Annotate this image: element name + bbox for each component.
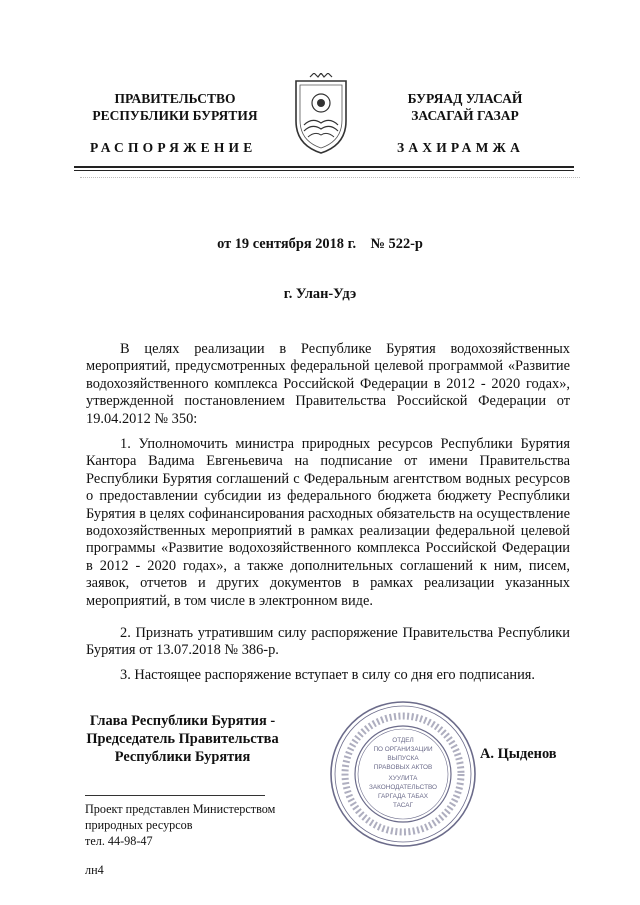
item-2-paragraph [86, 625, 570, 660]
coat-of-arms-emblem [290, 73, 352, 157]
intro-text: В целях реализации в Республике Бурятия водохозяйственных мероприятий, предусмотренных федеральной целевой программой «Развитие водохозяйственного комплекса Российской Федерации в 2012 - 2020 годах», утвержденной постановлением Правительства Российской Федерации от 19.04.2012 № 350: [86, 341, 570, 427]
stamp-line-1: ОТДЕЛ [392, 737, 414, 744]
doc-type-bua: ЗАХИРАМЖА [397, 140, 525, 155]
item-3-paragraph [86, 667, 570, 684]
item-1-text: 1. Уполномочить министра природных ресурсов Республики Бурятия Кантора Вадима Евгеньевича на подписание от имени Правительства Республики Бурятия соглашений с Федеральным агентством водных ресурсов о предоставлении субсидии из федерального бюджета бюджету Республики Бурятия в целях софинансирования расходных обязательств на осуществление водохозяйственных мероприятий в рамках реализации федеральной целевой программы «Развитие водохозяйственного комплекса Российской Федерации в 2012 - 2020 годах», а также дополнительных соглашений к ним, писем, заявок, отчетов и других документов в рамках реализации указанных мероприятий, в том числе в электронном виде. [86, 436, 570, 609]
header-rule-thin [74, 170, 574, 171]
stamp-line-7: ГАРГАДА ТАБАХ [378, 793, 428, 800]
org-name-bua-line1: БУРЯАД УЛАСАЙ [407, 91, 523, 106]
header-rule-thick [74, 166, 574, 168]
footer-line1: Проект представлен Министерством [85, 802, 276, 816]
header-right-block [360, 90, 570, 124]
footer-rule [85, 795, 265, 796]
org-name-bua-line2: ЗАСАГАЙ ГАЗАР [411, 108, 519, 123]
intro-paragraph [86, 341, 570, 428]
org-name-ru-line2: РЕСПУБЛИКИ БУРЯТИЯ [92, 108, 258, 123]
stamp-line-4: ПРАВОВЫХ АКТОВ [373, 764, 433, 771]
footer-code: лн4 [85, 863, 104, 877]
stamp-line-8: ТАСАГ [392, 802, 414, 809]
header-dotted-line [80, 177, 580, 180]
signatory-title [80, 712, 285, 766]
stamp-line-6: ЗАКОНОДАТЕЛЬСТВО [368, 784, 438, 791]
signatory-name: А. Цыденов [480, 746, 557, 762]
signatory-title-line2: Председатель Правительства [86, 731, 279, 747]
stamp-line-5: ХУУЛИТА [388, 775, 418, 782]
item-1-paragraph [86, 436, 570, 610]
signatory-title-line3: Республики Бурятия [114, 749, 251, 765]
item-3-text: 3. Настоящее распоряжение вступает в силу со дня его подписания. [120, 667, 535, 683]
item-2-text: 2. Признать утратившим силу распоряжение Правительства Республики Бурятия от 13.07.2018 № 386-р. [86, 625, 570, 659]
signatory-title-line1: Глава Республики Бурятия - [89, 713, 276, 729]
date-and-number: от 19 сентября 2018 г. № 522-р [217, 236, 423, 252]
stamp-line-2: ПО ОРГАНИЗАЦИИ [373, 746, 433, 753]
doc-type-ru: РАСПОРЯЖЕНИЕ [90, 140, 257, 155]
city-name: г. Улан-Удэ [283, 286, 357, 302]
footer-line2: природных ресурсов [85, 818, 193, 832]
footer-line3: тел. 44-98-47 [85, 834, 153, 848]
footer-note [85, 801, 275, 849]
stamp-line-3: ВЫПУСКА [387, 755, 419, 762]
official-stamp [327, 698, 479, 850]
header-left-block [70, 90, 280, 124]
org-name-ru-line1: ПРАВИТЕЛЬСТВО [114, 91, 236, 106]
